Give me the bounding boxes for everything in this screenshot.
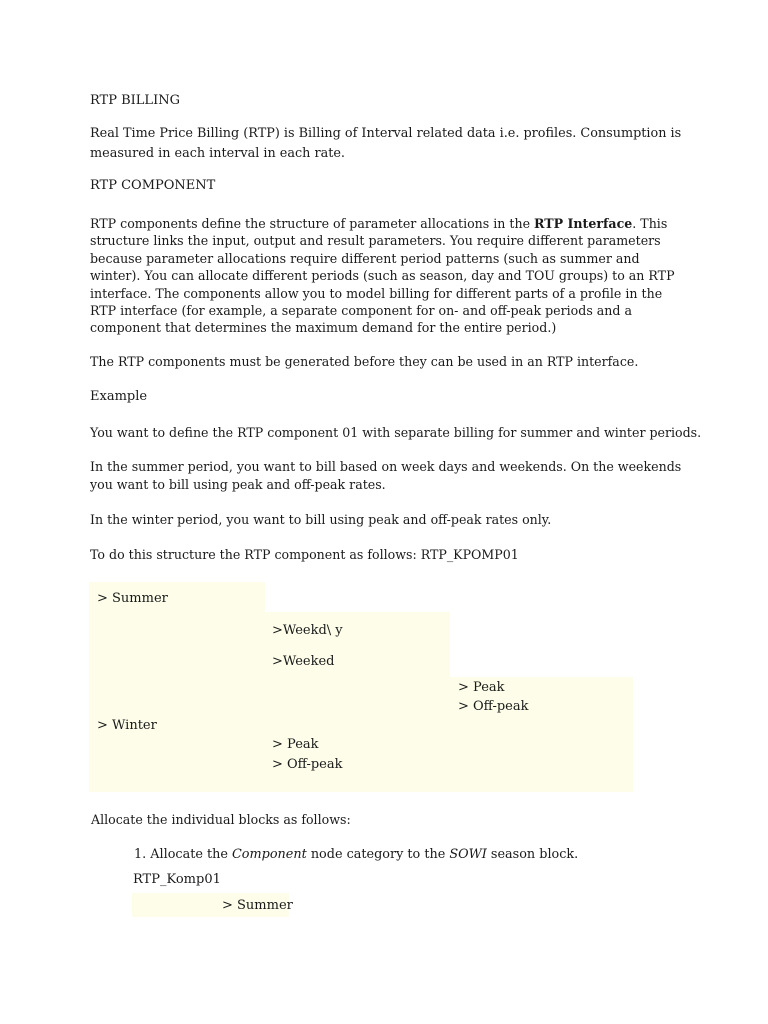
step-1-pre: 1. Allocate the	[134, 847, 233, 862]
heading-rtp-component: RTP COMPONENT	[90, 178, 216, 193]
tree-summer: > Summer	[97, 591, 168, 606]
allocate-line: Allocate the individual blocks as follows:	[91, 812, 351, 827]
tree-offpeak-2: > Off-peak	[272, 757, 343, 772]
tree-weekend: >Weeked	[272, 654, 335, 669]
tree-winter: > Winter	[97, 718, 157, 733]
step-1-post: season block.	[486, 847, 579, 862]
komp-summer: > Summer	[222, 898, 293, 913]
tree-cell-left-body	[89, 612, 265, 792]
komp-label: RTP_Komp01	[133, 872, 221, 887]
tree-weekday: >Weekd\ y	[272, 623, 343, 638]
intro-line-1: Real Time Price Billing (RTP) is Billing of Interval related data i.e. profiles. Consumption is	[90, 126, 682, 141]
example-label: Example	[90, 389, 148, 404]
rtp-interface-term: RTP Interface	[534, 216, 633, 231]
tree-offpeak-1: > Off-peak	[458, 699, 529, 714]
heading-rtp-billing: RTP BILLING	[90, 93, 180, 108]
winter-line: In the winter period, you want to bill using peak and off-peak rates only.	[90, 512, 552, 527]
summer-line-1: In the summer period, you want to bill based on week days and weekends. On the weekends	[90, 459, 682, 474]
components-text-pre: RTP components define the structure of parameter allocations in the	[90, 216, 535, 231]
step-1	[134, 846, 578, 863]
step-1-sowi-term: SOWI	[449, 847, 487, 862]
step-1-component-term: Component	[232, 847, 307, 862]
structure-line: To do this structure the RTP component as follows: RTP_KPOMP01	[90, 547, 519, 562]
generated-note: The RTP components must be generated before they can be used in an RTP interface.	[90, 354, 639, 369]
tree-peak-1: > Peak	[458, 680, 505, 695]
example-line: You want to define the RTP component 01 with separate billing for summer and winter periods.	[90, 425, 702, 440]
tree-peak-2: > Peak	[272, 737, 319, 752]
components-paragraph	[90, 215, 690, 337]
components-text-post: . This structure links the input, output and result parameters. You require different parameters because parameter allocations require different period patterns (such as summer and winter). You can allocate different periods (such as season, day and TOU groups) to an RTP interface. The components allow you to model billing for different parts of a profile in the RTP interface (for example, a separate component for on- and off-peak periods and a component that determines the maximum demand for the entire period.)	[90, 216, 675, 336]
summer-line-2: you want to bill using peak and off-peak rates.	[90, 477, 386, 492]
intro-line-2: measured in each interval in each rate.	[90, 146, 345, 161]
step-1-mid: node category to the	[306, 847, 450, 862]
